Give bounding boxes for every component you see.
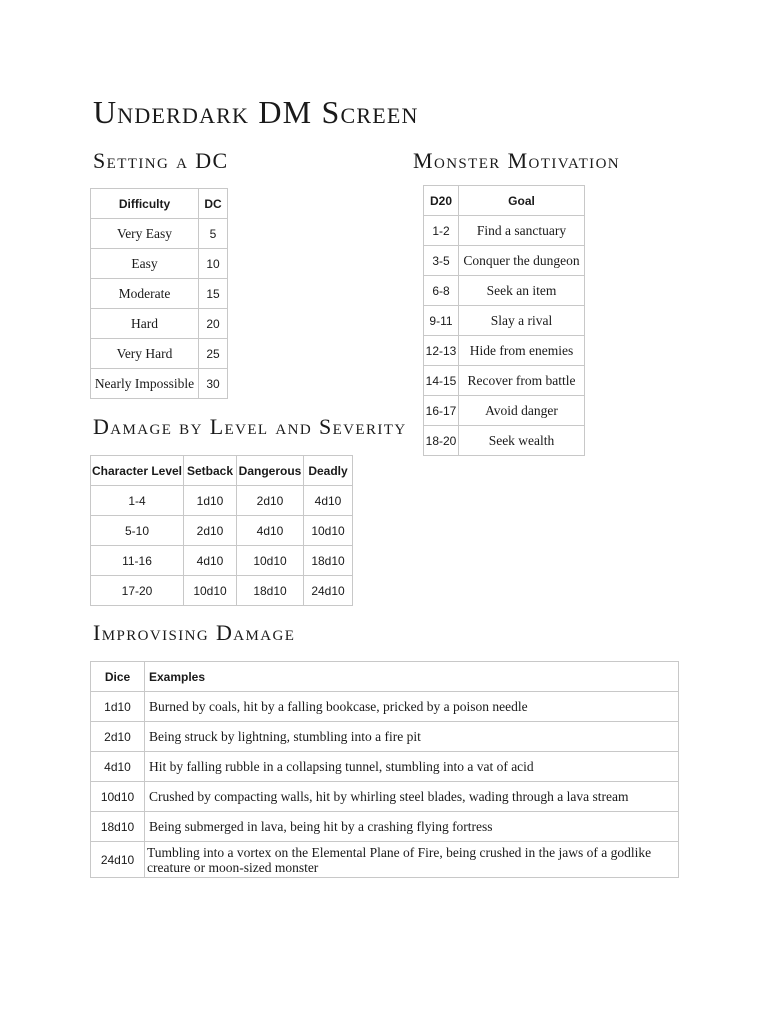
example-cell: Being struck by lightning, stumbling into a fire pit [145,722,679,752]
table-row [424,426,585,456]
dice-cell: 18d10 [91,812,145,842]
dc-cell: 15 [199,279,228,309]
roll-cell: 1-2 [424,216,459,246]
page-title: Underdark DM Screen [93,94,419,130]
goal-cell: Avoid danger [459,396,585,426]
table-row [91,339,228,369]
roll-cell: 16-17 [424,396,459,426]
dangerous-cell: 2d10 [237,486,304,516]
table-header-row [91,662,679,692]
table-row [91,486,353,516]
level-cell: 11-16 [91,546,184,576]
table-header-row [91,189,228,219]
goal-cell: Recover from battle [459,366,585,396]
example-cell: Tumbling into a vortex on the Elemental Plane of Fire, being crushed in the jaws of a godlike creature or moon-sized monster [145,842,679,878]
deadly-cell: 4d10 [304,486,353,516]
difficulty-cell: Moderate [91,279,199,309]
table-row [91,752,679,782]
setback-cell: 4d10 [184,546,237,576]
goal-cell: Conquer the dungeon [459,246,585,276]
table-row [424,216,585,246]
difficulty-cell: Very Hard [91,339,199,369]
damage-by-level-heading: Damage by Level and Severity [93,414,407,439]
dice-cell: 1d10 [91,692,145,722]
dc-cell: 10 [199,249,228,279]
roll-cell: 6-8 [424,276,459,306]
column-header: Difficulty [91,189,199,219]
dangerous-cell: 4d10 [237,516,304,546]
table-row [424,336,585,366]
dc-cell: 25 [199,339,228,369]
roll-cell: 12-13 [424,336,459,366]
column-header: D20 [424,186,459,216]
example-cell: Burned by coals, hit by a falling bookcase, pricked by a poison needle [145,692,679,722]
difficulty-cell: Nearly Impossible [91,369,199,399]
roll-cell: 3-5 [424,246,459,276]
dangerous-cell: 18d10 [237,576,304,606]
improvising-damage-table [90,661,679,878]
table-row [91,546,353,576]
monster-motivation-table [423,185,585,456]
setting-dc-table [90,188,228,399]
dc-cell: 5 [199,219,228,249]
deadly-cell: 24d10 [304,576,353,606]
column-header: Deadly [304,456,353,486]
goal-cell: Find a sanctuary [459,216,585,246]
table-row [91,782,679,812]
difficulty-cell: Easy [91,249,199,279]
difficulty-cell: Hard [91,309,199,339]
dc-cell: 20 [199,309,228,339]
column-header: Dice [91,662,145,692]
level-cell: 1-4 [91,486,184,516]
roll-cell: 9-11 [424,306,459,336]
example-cell: Being submerged in lava, being hit by a crashing flying fortress [145,812,679,842]
table-row [91,516,353,546]
level-cell: 17-20 [91,576,184,606]
table-row [91,279,228,309]
goal-cell: Slay a rival [459,306,585,336]
table-header-row [424,186,585,216]
column-header: Goal [459,186,585,216]
table-row [91,722,679,752]
table-header-row [91,456,353,486]
roll-cell: 14-15 [424,366,459,396]
dice-cell: 4d10 [91,752,145,782]
setback-cell: 2d10 [184,516,237,546]
table-row [91,842,679,878]
table-row [91,692,679,722]
roll-cell: 18-20 [424,426,459,456]
table-row [424,396,585,426]
column-header: Dangerous [237,456,304,486]
improvising-damage-heading: Improvising Damage [93,620,296,645]
dice-cell: 10d10 [91,782,145,812]
column-header: Examples [145,662,679,692]
goal-cell: Hide from enemies [459,336,585,366]
column-header: Character Level [91,456,184,486]
goal-cell: Seek an item [459,276,585,306]
deadly-cell: 10d10 [304,516,353,546]
setback-cell: 10d10 [184,576,237,606]
column-header: Setback [184,456,237,486]
damage-by-level-table [90,455,353,606]
difficulty-cell: Very Easy [91,219,199,249]
column-header: DC [199,189,228,219]
table-row [91,249,228,279]
dice-cell: 24d10 [91,842,145,878]
monster-motivation-heading: Monster Motivation [413,148,621,173]
setback-cell: 1d10 [184,486,237,516]
setting-dc-heading: Setting a DC [93,148,229,173]
table-row [91,812,679,842]
dangerous-cell: 10d10 [237,546,304,576]
table-row [91,369,228,399]
table-row [424,366,585,396]
level-cell: 5-10 [91,516,184,546]
goal-cell: Seek wealth [459,426,585,456]
example-cell: Crushed by compacting walls, hit by whirling steel blades, wading through a lava stream [145,782,679,812]
table-row [91,219,228,249]
table-row [424,306,585,336]
table-row [424,246,585,276]
dc-cell: 30 [199,369,228,399]
table-row [424,276,585,306]
table-row [91,576,353,606]
table-row [91,309,228,339]
dice-cell: 2d10 [91,722,145,752]
deadly-cell: 18d10 [304,546,353,576]
example-cell: Hit by falling rubble in a collapsing tunnel, stumbling into a vat of acid [145,752,679,782]
